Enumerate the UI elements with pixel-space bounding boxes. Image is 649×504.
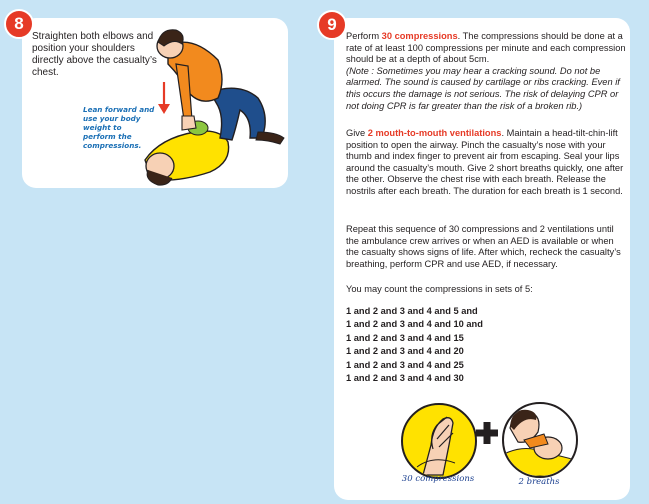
rescue-breath-icon [502,402,578,478]
compression-hands-icon [401,403,477,479]
step-9-badge: 9 [317,10,347,40]
step-8-caption: Lean forward and use your body weight to perform the compressions. [83,105,155,150]
count-line: 1 and 2 and 3 and 4 and 15 [346,332,464,343]
cpr-compression-illustration [140,20,290,188]
cracking-note: (Note : Sometimes you may hear a cracking sound. Do not be alarmed. The sound is caused by cartilage or ribs cracking. Even if this occurs the damage is not serious. The risk of delaying CPR or not doing CPR is far greater than the risk of a broken rib.) [346,65,620,111]
count-list [346,305,483,385]
count-line: 1 and 2 and 3 and 4 and 20 [346,346,464,357]
count-line: 1 and 2 and 3 and 4 and 30 [346,373,464,384]
count-line: 1 and 2 and 3 and 4 and 25 [346,359,464,370]
breaths-label: 2 breaths [518,477,560,487]
count-line: 1 and 2 and 3 and 4 and 5 and [346,306,478,316]
ventilations-highlight: 2 mouth-to-mouth ventilations [367,128,502,138]
repeat-paragraph: Repeat this sequence of 30 compressions and 2 ventilations until the ambulance crew arrives or when an AED is available or when the casualty shows signs of life. After which, recheck the casualty’s breathing, perform CPR and use AED, if necessary. [346,224,621,269]
ventilations-paragraph [346,128,626,198]
count-intro: You may count the compressions in sets of 5: [346,284,533,294]
plus-icon [476,422,498,444]
count-line: 1 and 2 and 3 and 4 and 10 and [346,319,483,330]
para2-pre: Give [346,128,368,138]
para1-post: . The compressions should be done at a rate of at least 100 compressions per minute and each compression should be at a depth of about 5cm. [346,31,626,65]
compressions-label: 30 compressions [401,474,475,484]
para2-post: . Maintain a head-tilt-chin-lift position to open the airway. Pinch the casualty’s nose with your thumb and index finger to prevent air from escaping. Seal your lips around the casualty’s mouth. Give 2 short breaths quickly, one after the other. Observe the chest rise with each breath. Release the nostrils after each breath. The duration for each breath is 1 second. [346,128,624,196]
para1-pre: Perform [346,31,382,41]
step-8-badge: 8 [4,9,34,39]
compressions-paragraph [346,31,626,112]
compressions-highlight: 30 compressions [381,31,458,41]
step-8-instruction: Straighten both elbows and position your shoulders directly above the casualty’s chest. [32,31,157,78]
